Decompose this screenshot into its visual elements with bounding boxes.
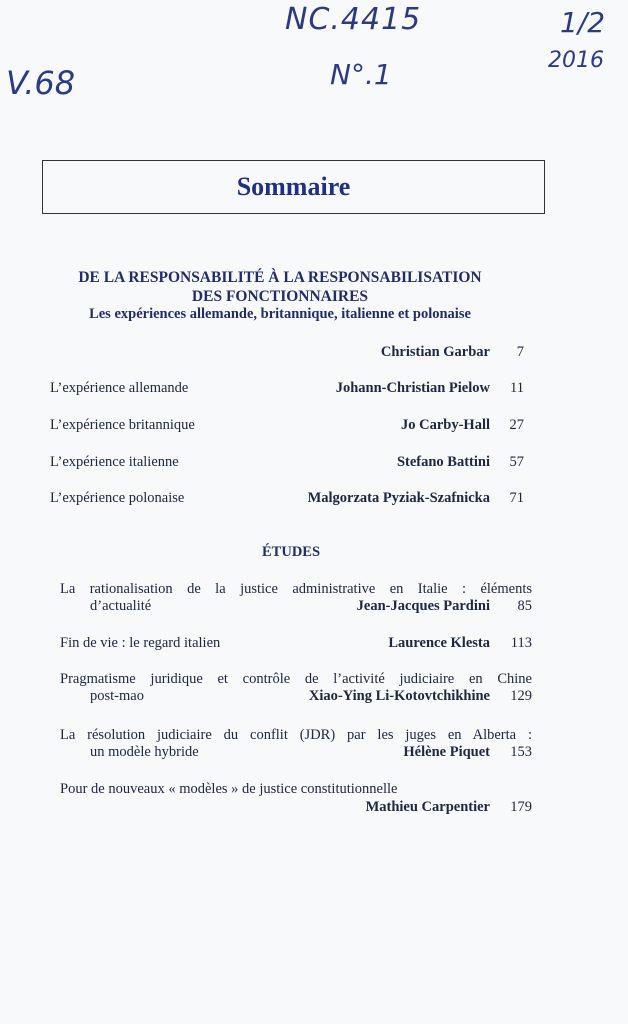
- toc-row-page: 57: [509, 454, 524, 470]
- page-title: Sommaire: [236, 172, 351, 201]
- handwritten-call-number: NC.4415: [285, 2, 422, 37]
- toc-entry-page: 179: [510, 799, 532, 815]
- toc-row-label: L’expérience britannique: [50, 417, 195, 433]
- toc-entry[interactable]: [60, 781, 532, 817]
- toc-row-page: 7: [516, 344, 524, 360]
- toc-row-page: 71: [509, 490, 524, 506]
- etudes-heading: ÉTUDES: [262, 544, 321, 560]
- handwritten-volume: V.68: [6, 64, 76, 102]
- toc-entry-author: Xiao-Ying Li-Kotovtchikhine: [308, 688, 490, 704]
- toc-row-author: Stefano Battini: [396, 454, 490, 470]
- toc-row-label: L’expérience polonaise: [50, 490, 185, 506]
- toc-entry[interactable]: [60, 671, 532, 707]
- handwritten-year: 2016: [548, 48, 604, 73]
- toc-entry-title-line2: un modèle hybride: [90, 744, 199, 760]
- handwritten-issue-number: N°.1: [330, 58, 392, 91]
- toc-entry[interactable]: [60, 635, 532, 653]
- toc-entry-title-line1: Pragmatisme juridique et contrôle de l’activité judiciaire en Chine: [60, 671, 532, 687]
- toc-row-page: 11: [510, 380, 524, 396]
- toc-entry-author: Laurence Klesta: [388, 635, 490, 651]
- toc-row-label: L’expérience italienne: [50, 454, 179, 470]
- toc-entry-page: 129: [510, 688, 532, 704]
- section-subheading: Les expériences allemande, britannique, italienne et polonaise: [89, 306, 471, 322]
- toc-entry-title-line2: post-mao: [90, 688, 144, 704]
- section-heading: [40, 268, 520, 306]
- toc-entry-title-line1: Fin de vie : le regard italien: [60, 635, 221, 651]
- toc-entry-page: 113: [510, 635, 532, 651]
- handwritten-fraction: 1/2: [560, 6, 606, 39]
- section-heading-line1: DE LA RESPONSABILITÉ À LA RESPONSABILISATION: [78, 269, 482, 286]
- toc-entry-title-line1: La rationalisation de la justice administrative en Italie : éléments: [60, 581, 532, 597]
- toc-row-label: L’expérience allemande: [50, 380, 189, 396]
- toc-row-author: Jo Carby-Hall: [400, 417, 490, 433]
- section-heading-line2: DES FONCTIONNAIRES: [191, 288, 369, 305]
- toc-entry-author: Jean-Jacques Pardini: [356, 598, 490, 614]
- toc-entry[interactable]: [60, 727, 532, 763]
- toc-row-page: 27: [509, 417, 524, 433]
- toc-row-author: Johann-Christian Pielow: [335, 380, 490, 396]
- toc-row-author: Malgorzata Pyziak-Szafnicka: [307, 490, 490, 506]
- toc-entry-title-line2: d’actualité: [90, 598, 152, 614]
- toc-entry-page: 153: [510, 744, 532, 760]
- toc-entry-page: 85: [517, 598, 532, 614]
- toc-entry-author: Mathieu Carpentier: [365, 799, 490, 815]
- toc-entry[interactable]: [60, 581, 532, 617]
- toc-entry-author: Hélène Piquet: [403, 744, 490, 760]
- title-box: [42, 160, 545, 214]
- toc-row-author: Christian Garbar: [380, 344, 490, 360]
- toc-entry-title-line1: Pour de nouveaux « modèles » de justice constitutionnelle: [60, 781, 398, 797]
- toc-entry-title-line1: La résolution judiciaire du conflit (JDR) par les juges en Alberta :: [60, 727, 532, 743]
